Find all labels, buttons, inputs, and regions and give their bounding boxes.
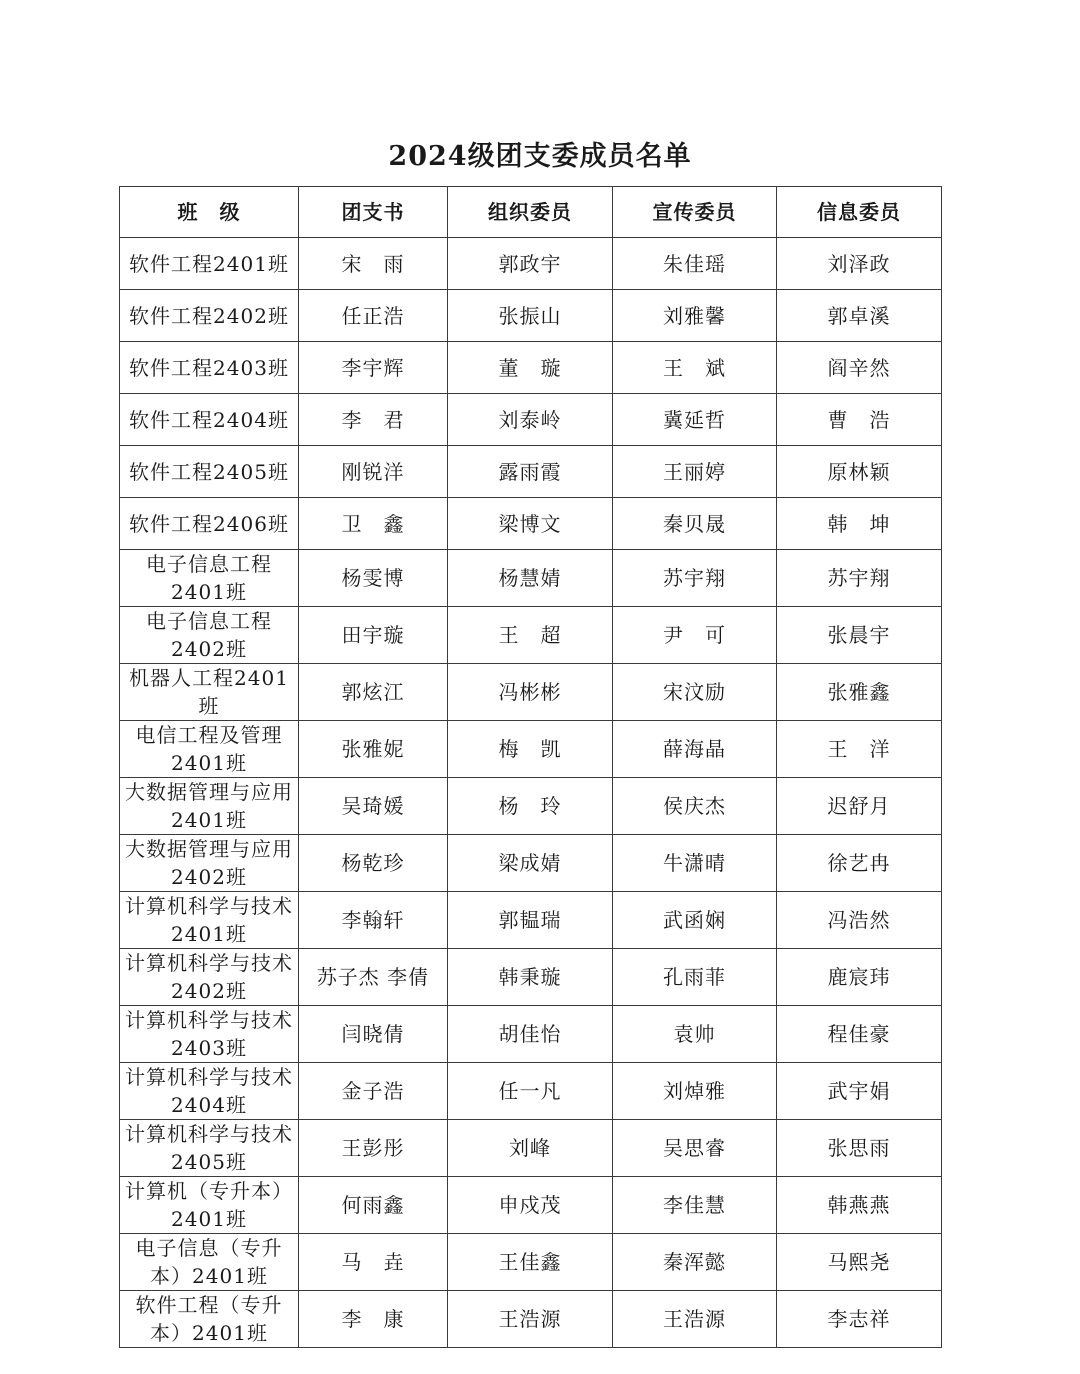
class-cell: 软件工程2405班 <box>120 446 299 498</box>
organization-cell: 郭政宇 <box>448 238 613 290</box>
secretary-cell: 苏子杰 李倩 <box>299 949 448 1006</box>
table-header-row <box>120 187 942 238</box>
organization-cell: 梁博文 <box>448 498 613 550</box>
table-row <box>120 1006 942 1063</box>
class-cell: 电子信息（专升本）2401班 <box>120 1234 299 1291</box>
class-cell: 大数据管理与应用2402班 <box>120 835 299 892</box>
publicity-cell: 王浩源 <box>613 1291 777 1348</box>
secretary-cell: 刚锐洋 <box>299 446 448 498</box>
organization-cell: 胡佳怡 <box>448 1006 613 1063</box>
header-organization: 组织委员 <box>448 187 613 238</box>
publicity-cell: 侯庆杰 <box>613 778 777 835</box>
organization-cell: 王浩源 <box>448 1291 613 1348</box>
information-cell: 马熙尧 <box>777 1234 942 1291</box>
information-cell: 阎辛然 <box>777 342 942 394</box>
information-cell: 徐艺冉 <box>777 835 942 892</box>
secretary-cell: 李翰轩 <box>299 892 448 949</box>
table-row <box>120 1120 942 1177</box>
table-row <box>120 835 942 892</box>
table-row <box>120 394 942 446</box>
information-cell: 苏宇翔 <box>777 550 942 607</box>
publicity-cell: 秦浑懿 <box>613 1234 777 1291</box>
publicity-cell: 吴思睿 <box>613 1120 777 1177</box>
information-cell: 张思雨 <box>777 1120 942 1177</box>
class-cell: 软件工程2403班 <box>120 342 299 394</box>
organization-cell: 张振山 <box>448 290 613 342</box>
class-cell: 计算机科学与技术2405班 <box>120 1120 299 1177</box>
secretary-cell: 金子浩 <box>299 1063 448 1120</box>
information-cell: 张雅鑫 <box>777 664 942 721</box>
publicity-cell: 刘焯雅 <box>613 1063 777 1120</box>
secretary-cell: 张雅妮 <box>299 721 448 778</box>
organization-cell: 杨慧婧 <box>448 550 613 607</box>
class-cell: 电信工程及管理2401班 <box>120 721 299 778</box>
information-cell: 武宇娟 <box>777 1063 942 1120</box>
table-row <box>120 607 942 664</box>
organization-cell: 韩秉璇 <box>448 949 613 1006</box>
organization-cell: 王佳鑫 <box>448 1234 613 1291</box>
publicity-cell: 袁帅 <box>613 1006 777 1063</box>
publicity-cell: 苏宇翔 <box>613 550 777 607</box>
publicity-cell: 武函娴 <box>613 892 777 949</box>
information-cell: 张晨宇 <box>777 607 942 664</box>
secretary-cell: 李 君 <box>299 394 448 446</box>
secretary-cell: 卫 鑫 <box>299 498 448 550</box>
class-cell: 软件工程（专升本）2401班 <box>120 1291 299 1348</box>
class-cell: 电子信息工程2402班 <box>120 607 299 664</box>
committee-roster-table <box>119 186 942 1348</box>
organization-cell: 郭韫瑞 <box>448 892 613 949</box>
secretary-cell: 吴琦媛 <box>299 778 448 835</box>
class-cell: 软件工程2404班 <box>120 394 299 446</box>
table-row <box>120 550 942 607</box>
class-cell: 计算机科学与技术2402班 <box>120 949 299 1006</box>
information-cell: 韩 坤 <box>777 498 942 550</box>
publicity-cell: 王 斌 <box>613 342 777 394</box>
secretary-cell: 宋 雨 <box>299 238 448 290</box>
secretary-cell: 何雨鑫 <box>299 1177 448 1234</box>
class-cell: 软件工程2401班 <box>120 238 299 290</box>
publicity-cell: 宋汶励 <box>613 664 777 721</box>
information-cell: 曹 浩 <box>777 394 942 446</box>
publicity-cell: 孔雨菲 <box>613 949 777 1006</box>
header-class: 班 级 <box>120 187 299 238</box>
information-cell: 迟舒月 <box>777 778 942 835</box>
organization-cell: 梅 凯 <box>448 721 613 778</box>
publicity-cell: 牛潇晴 <box>613 835 777 892</box>
information-cell: 郭卓溪 <box>777 290 942 342</box>
secretary-cell: 李 康 <box>299 1291 448 1348</box>
class-cell: 计算机科学与技术2404班 <box>120 1063 299 1120</box>
organization-cell: 杨 玲 <box>448 778 613 835</box>
class-cell: 计算机（专升本）2401班 <box>120 1177 299 1234</box>
secretary-cell: 郭炫江 <box>299 664 448 721</box>
information-cell: 王 洋 <box>777 721 942 778</box>
information-cell: 原林颖 <box>777 446 942 498</box>
organization-cell: 刘泰岭 <box>448 394 613 446</box>
table-row <box>120 721 942 778</box>
organization-cell: 董 璇 <box>448 342 613 394</box>
class-cell: 计算机科学与技术2403班 <box>120 1006 299 1063</box>
information-cell: 刘泽政 <box>777 238 942 290</box>
publicity-cell: 李佳慧 <box>613 1177 777 1234</box>
class-cell: 机器人工程2401班 <box>120 664 299 721</box>
secretary-cell: 王彭彤 <box>299 1120 448 1177</box>
table-row <box>120 342 942 394</box>
publicity-cell: 朱佳瑶 <box>613 238 777 290</box>
header-publicity: 宣传委员 <box>613 187 777 238</box>
publicity-cell: 冀延哲 <box>613 394 777 446</box>
secretary-cell: 杨雯博 <box>299 550 448 607</box>
secretary-cell: 任正浩 <box>299 290 448 342</box>
organization-cell: 申戍茂 <box>448 1177 613 1234</box>
class-cell: 软件工程2402班 <box>120 290 299 342</box>
organization-cell: 露雨霞 <box>448 446 613 498</box>
publicity-cell: 王丽婷 <box>613 446 777 498</box>
information-cell: 韩燕燕 <box>777 1177 942 1234</box>
table-row <box>120 778 942 835</box>
publicity-cell: 薛海晶 <box>613 721 777 778</box>
table-row <box>120 892 942 949</box>
information-cell: 李志祥 <box>777 1291 942 1348</box>
table-row <box>120 498 942 550</box>
table-row <box>120 1063 942 1120</box>
header-information: 信息委员 <box>777 187 942 238</box>
table-row <box>120 664 942 721</box>
class-cell: 计算机科学与技术2401班 <box>120 892 299 949</box>
table-row <box>120 1234 942 1291</box>
organization-cell: 梁成婧 <box>448 835 613 892</box>
information-cell: 冯浩然 <box>777 892 942 949</box>
secretary-cell: 马 垚 <box>299 1234 448 1291</box>
table-row <box>120 290 942 342</box>
organization-cell: 任一凡 <box>448 1063 613 1120</box>
secretary-cell: 田宇璇 <box>299 607 448 664</box>
table-row <box>120 949 942 1006</box>
class-cell: 电子信息工程2401班 <box>120 550 299 607</box>
secretary-cell: 杨乾珍 <box>299 835 448 892</box>
organization-cell: 冯彬彬 <box>448 664 613 721</box>
table-row <box>120 238 942 290</box>
class-cell: 大数据管理与应用2401班 <box>120 778 299 835</box>
organization-cell: 王 超 <box>448 607 613 664</box>
information-cell: 鹿宸玮 <box>777 949 942 1006</box>
publicity-cell: 秦贝晟 <box>613 498 777 550</box>
publicity-cell: 尹 可 <box>613 607 777 664</box>
class-cell: 软件工程2406班 <box>120 498 299 550</box>
organization-cell: 刘峰 <box>448 1120 613 1177</box>
table-row <box>120 1177 942 1234</box>
header-secretary: 团支书 <box>299 187 448 238</box>
secretary-cell: 李宇辉 <box>299 342 448 394</box>
document-title: 2024级团支委成员名单 <box>388 141 692 172</box>
table-body <box>120 238 942 1348</box>
table-row <box>120 1291 942 1348</box>
table-row <box>120 446 942 498</box>
information-cell: 程佳豪 <box>777 1006 942 1063</box>
publicity-cell: 刘雅馨 <box>613 290 777 342</box>
secretary-cell: 闫晓倩 <box>299 1006 448 1063</box>
